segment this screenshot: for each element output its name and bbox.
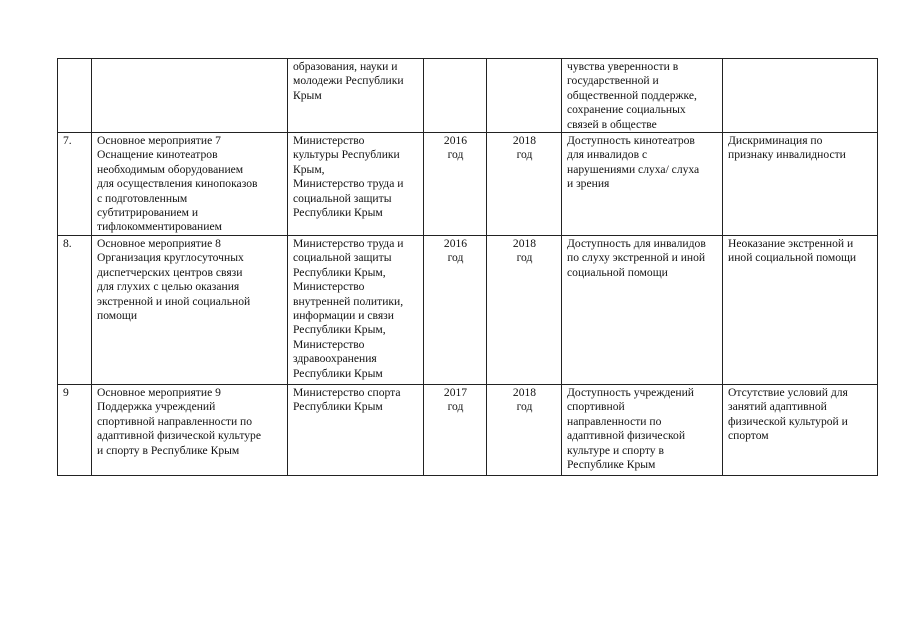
- result-cell: чувства уверенности в государственной и общественной поддержке, сохранение социальных связей в обществе: [562, 59, 723, 133]
- row-number: 7.: [58, 133, 92, 236]
- row-number: 9: [58, 385, 92, 476]
- executor-cell: образования, науки и молодежи Республики Крым: [288, 59, 424, 133]
- executor-cell: Министерство спорта Республики Крым: [288, 385, 424, 476]
- end-year-cell: 2018 год: [487, 236, 562, 385]
- executor-cell: Министерство труда и социальной защиты Республики Крым, Министерство внутренней политики, информации и связи Республики Крым, Министерство здравоохранения Республики Крым: [288, 236, 424, 385]
- consequence-cell: [723, 59, 878, 133]
- activity-cell: Основное мероприятие 7 Оснащение кинотеатров необходимым оборудованием для осуществления кинопоказов с подготовленным субтитрированием и тифлокомментированием: [92, 133, 288, 236]
- table-row: [58, 236, 878, 385]
- result-cell: Доступность кинотеатров для инвалидов с нарушениями слуха/ слуха и зрения: [562, 133, 723, 236]
- row-number: 8.: [58, 236, 92, 385]
- start-year-cell: 2016 год: [424, 236, 487, 385]
- consequence-cell: Неоказание экстренной и иной социальной помощи: [723, 236, 878, 385]
- activities-table: [57, 58, 878, 476]
- result-cell: Доступность для инвалидов по слуху экстренной и иной социальной помощи: [562, 236, 723, 385]
- start-year-cell: 2016 год: [424, 133, 487, 236]
- activity-cell: Основное мероприятие 8 Организация круглосуточных диспетчерских центров связи для глухих с целью оказания экстренной и иной социальной помощи: [92, 236, 288, 385]
- result-cell: Доступность учреждений спортивной направленности по адаптивной физической культуре и спорту в Республике Крым: [562, 385, 723, 476]
- activity-cell: [92, 59, 288, 133]
- executor-cell: Министерство культуры Республики Крым, Министерство труда и социальной защиты Республики Крым: [288, 133, 424, 236]
- table-row: [58, 385, 878, 476]
- consequence-cell: Дискриминация по признаку инвалидности: [723, 133, 878, 236]
- table-row: [58, 133, 878, 236]
- activity-cell: Основное мероприятие 9 Поддержка учреждений спортивной направленности по адаптивной физической культуре и спорту в Республике Крым: [92, 385, 288, 476]
- row-number: [58, 59, 92, 133]
- table-row: [58, 59, 878, 133]
- end-year-cell: [487, 59, 562, 133]
- start-year-cell: [424, 59, 487, 133]
- end-year-cell: 2018 год: [487, 385, 562, 476]
- end-year-cell: 2018 год: [487, 133, 562, 236]
- start-year-cell: 2017 год: [424, 385, 487, 476]
- consequence-cell: Отсутствие условий для занятий адаптивной физической культурой и спортом: [723, 385, 878, 476]
